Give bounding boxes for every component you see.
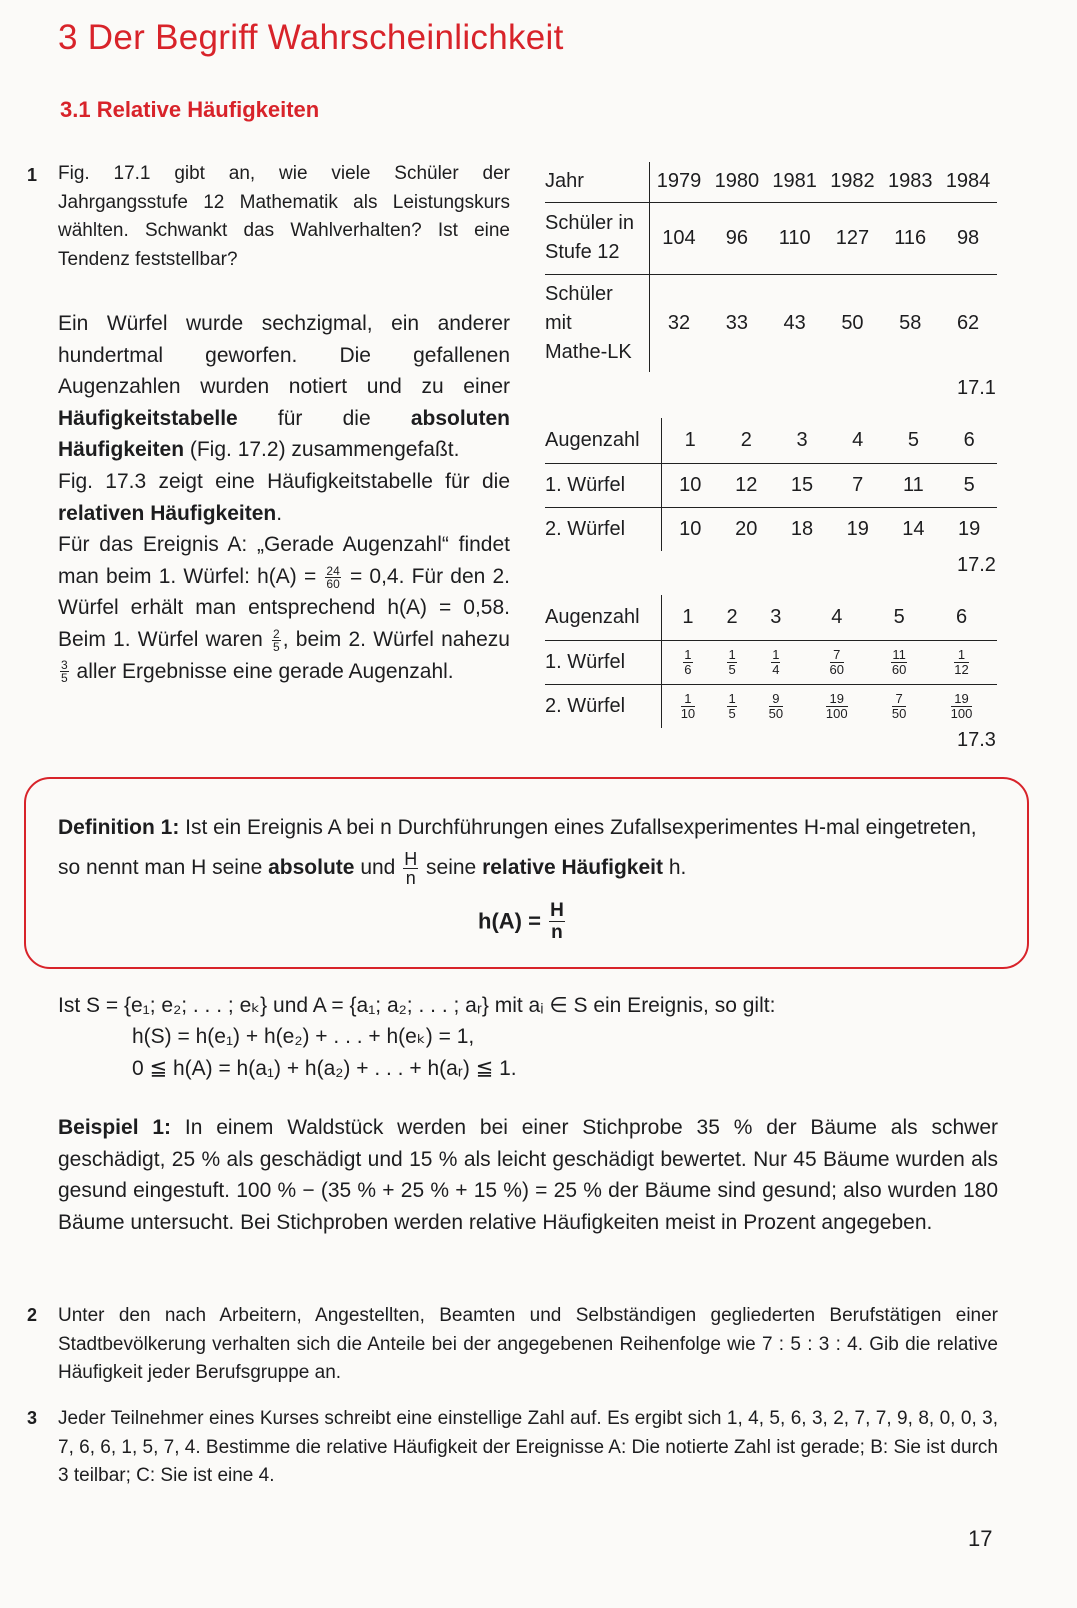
value-cell: 14 bbox=[902, 517, 925, 540]
value-cell: 10 bbox=[679, 517, 702, 540]
value-cell: 18 bbox=[790, 517, 814, 540]
fraction: $\frac{2}{5}$ bbox=[273, 626, 280, 654]
row-label: 2. Würfel bbox=[545, 507, 662, 551]
fraction: $\frac{H}{n}$ bbox=[404, 848, 418, 888]
value-cell: 10 bbox=[662, 463, 719, 507]
year-cell: 1983 bbox=[881, 162, 939, 202]
section-title: 3.1 Relative Häufigkeiten bbox=[60, 97, 320, 122]
year-cell: 1980 bbox=[708, 162, 766, 202]
value-cell: 33 bbox=[725, 311, 748, 334]
figure-caption: 17.3 bbox=[957, 729, 996, 751]
year-cell: 1982 bbox=[824, 162, 882, 202]
task-number: 3 bbox=[27, 1408, 38, 1428]
face-cell: 3 bbox=[750, 595, 801, 640]
header-label: Augenzahl bbox=[545, 595, 662, 640]
fraction-cell: $\frac{1}{5}$ bbox=[714, 640, 751, 684]
task-number: 1 bbox=[27, 165, 38, 185]
value-cell: 104 bbox=[650, 202, 708, 274]
face-cell: 1 bbox=[662, 418, 719, 463]
face-cell: 5 bbox=[872, 595, 926, 640]
fraction-cell: $\frac{1}{4}$ bbox=[750, 640, 801, 684]
value-cell: 7 bbox=[830, 463, 886, 507]
figure-caption: 17.1 bbox=[957, 377, 996, 399]
task-number: 2 bbox=[27, 1305, 38, 1325]
fraction: $\frac{24}{60}$ bbox=[326, 563, 340, 591]
table-fig-17-2 bbox=[545, 418, 997, 551]
header-label: Augenzahl bbox=[545, 418, 662, 463]
value-cell: 32 bbox=[667, 311, 691, 334]
definition-formula: h(A) = $\frac{H}{n}$ bbox=[478, 900, 564, 943]
row-label: 1. Würfel bbox=[545, 640, 662, 684]
fraction-cell: $\frac{1}{12}$ bbox=[926, 640, 997, 684]
table-fig-17-3 bbox=[545, 595, 997, 728]
intro-paragraph: Ein Würfel wurde sechzigmal, ein anderer hundertmal geworfen. Die gefallenen Augenzahlen wurden notiert und zu einer Häufigkeitstabelle für die absoluten Häufigkeiten (Fig. 17.2) zusammengefaßt. Fig. 17.3 zeigt eine Häufigkeitstabelle für die relativen Häufigkeiten. Für das Ereignis A: „Gerade Augenzahl“ findet man beim 1. Würfel: h(A) = $\frac{24}{60}$ = 0,4. Für den 2. Würfel erhält man entsprechend h(A) = 0,58. Beim 1. Würfel waren $\frac{2}{5}$ , beim 2. Würfel nahezu $\frac{3}{5}$ aller Ergebnisse eine gerade Augenzahl. bbox=[58, 312, 510, 686]
row-label: 1. Würfel bbox=[545, 463, 662, 507]
value-cell: 43 bbox=[783, 311, 806, 334]
value-cell: 19 bbox=[958, 517, 981, 540]
task2-text: Unter den nach Arbeitern, Angestellten, Beamten und Selbständigen gegliederten Berufstätigen einer Stadtbevölkerung verhalten sich die Anteile bei der angegebenen Reihenfolge wie 7 : 5 : 3 : 4. Gib die relative Häufigkeit jeder Berufsgruppe an. bbox=[58, 1305, 998, 1383]
face-cell: 1 bbox=[662, 595, 714, 640]
value-cell: 116 bbox=[881, 202, 939, 274]
fraction: $\frac{3}{5}$ bbox=[61, 658, 68, 686]
example-1: Beispiel 1: In einem Waldstück werden bei einer Stichprobe 35 % der Bäume als schwer geschädigt, 25 % als geschädigt und 15 % als leicht geschädigt bewertet. Nur 45 Bäume wurden als gesund eingestuft. 100 % − (35 % + 25 % + 15 %) = 25 % der Bäume sind gesund; also wurden 180 Bäume untersucht. Bei Stichproben werden relative Häufigkeiten meist in Prozent angegeben. bbox=[58, 1116, 998, 1234]
year-cell: 1981 bbox=[766, 162, 824, 202]
header-label: Jahr bbox=[545, 162, 650, 202]
definition-text: Definition 1: Ist ein Ereignis A bei n Durchführungen eines Zufallsexperimentes H-mal eingetreten, so nennt man H seine absolute und $\frac{H}{n}$ seine relative Häufigkeit h. bbox=[58, 816, 977, 888]
value-cell: 62 bbox=[956, 311, 980, 334]
fraction-cell: $\frac{9}{50}$ bbox=[768, 690, 784, 721]
value-cell: 58 bbox=[899, 311, 922, 334]
value-cell: 96 bbox=[708, 202, 766, 274]
value-cell: 19 bbox=[846, 517, 869, 540]
task1-text: Fig. 17.1 gibt an, wie viele Schüler der Jahrgangsstufe 12 Mathematik als Leistungskurs wählten. Schwankt das Wahlverhalten? Ist eine Tendenz feststellbar? bbox=[58, 163, 510, 270]
page-number: 17 bbox=[968, 1526, 993, 1551]
row-label: Schüler mit Mathe-LK bbox=[545, 274, 650, 372]
fraction-cell: $\frac{19}{100}$ bbox=[825, 690, 848, 721]
face-cell: 4 bbox=[801, 595, 872, 640]
fraction-cell: $\frac{1}{10}$ bbox=[680, 690, 696, 721]
fraction-cell: $\frac{1}{6}$ bbox=[662, 640, 714, 684]
value-cell: 98 bbox=[939, 202, 997, 274]
figure-caption: 17.2 bbox=[957, 554, 996, 576]
face-cell: 6 bbox=[941, 418, 997, 463]
fraction-cell: $\frac{11}{60}$ bbox=[872, 640, 926, 684]
task3-text: Jeder Teilnehmer eines Kurses schreibt eine einstellige Zahl auf. Es ergibt sich 1, 4, 5, 6, 3, 2, 7, 7, 9, 8, 0, 0, 3, 7, 6, 6, 1, 5, 7, 4. Bestimme die relative Häufigkeit der Ereignisse A: Die notierte Zahl ist gerade; B: Sie ist durch 3 teilbar; C: Sie ist eine 4. bbox=[58, 1408, 998, 1486]
value-cell: 20 bbox=[735, 517, 758, 540]
year-cell: 1979 bbox=[650, 162, 708, 202]
value-cell: 15 bbox=[774, 463, 830, 507]
row-label: 2. Würfel bbox=[545, 684, 662, 728]
chapter-title: 3 Der Begriff Wahrscheinlichkeit bbox=[58, 18, 564, 57]
face-cell: 3 bbox=[774, 418, 830, 463]
face-cell: 5 bbox=[886, 418, 942, 463]
value-cell: 127 bbox=[824, 202, 882, 274]
row-label: Schüler in Stufe 12 bbox=[545, 202, 650, 274]
properties-line-1: Ist S = {e₁; e₂; . . . ; eₖ} und A = {a₁; a₂; . . . ; aᵣ} mit aᵢ ∈ S ein Ereignis, so gilt: bbox=[58, 994, 776, 1017]
face-cell: 4 bbox=[830, 418, 886, 463]
fraction-cell: $\frac{1}{5}$ bbox=[728, 690, 736, 721]
face-cell: 6 bbox=[926, 595, 997, 640]
fraction-cell: $\frac{7}{60}$ bbox=[801, 640, 872, 684]
fraction-cell: $\frac{7}{50}$ bbox=[891, 690, 907, 721]
value-cell: 50 bbox=[841, 311, 864, 334]
value-cell: 11 bbox=[886, 463, 942, 507]
properties-line-3: 0 ≦ h(A) = h(a₁) + h(a₂) + . . . + h(aᵣ) ≦ 1. bbox=[132, 1057, 517, 1080]
year-cell: 1984 bbox=[939, 162, 997, 202]
value-cell: 5 bbox=[941, 463, 997, 507]
value-cell: 110 bbox=[766, 202, 824, 274]
fraction-cell: $\frac{19}{100}$ bbox=[950, 690, 973, 721]
properties-line-2: h(S) = h(e₁) + h(e₂) + . . . + h(eₖ) = 1, bbox=[132, 1025, 475, 1048]
face-cell: 2 bbox=[718, 418, 774, 463]
table-fig-17-1 bbox=[545, 162, 997, 372]
value-cell: 12 bbox=[718, 463, 774, 507]
face-cell: 2 bbox=[714, 595, 751, 640]
